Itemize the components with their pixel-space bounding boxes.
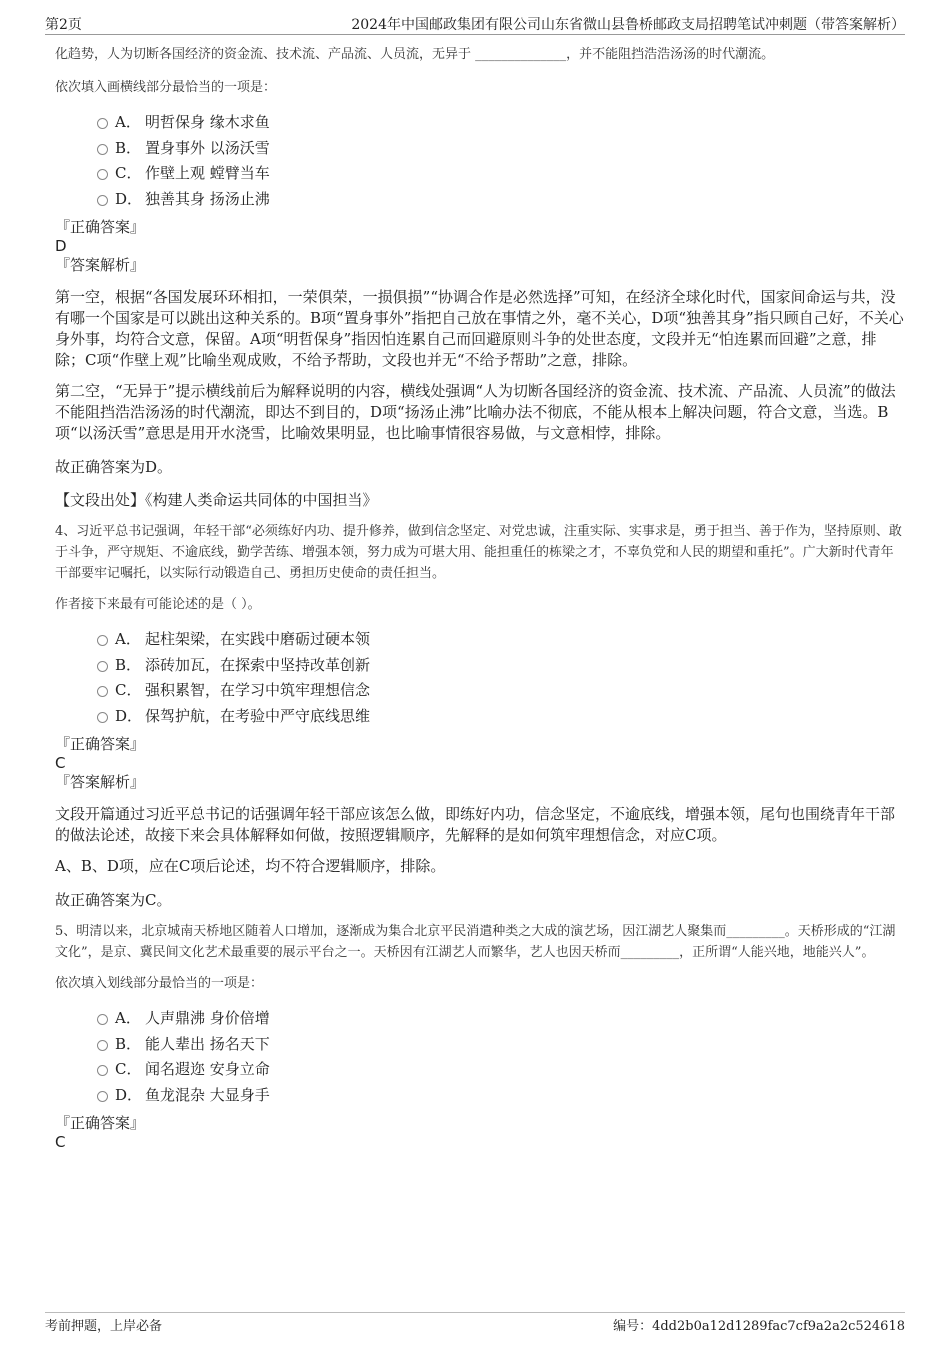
q5-answer-label: 『正确答案』 (55, 1114, 146, 1132)
q3-option-c[interactable]: C． 作壁上观 螳臂当车 (55, 161, 905, 187)
q5-stem: 5、明清以来，北京城南天桥地区随着人口增加，逐渐成为集合北京平民消遣种类之大成的演艺场，因江湖艺人聚集而_________。天桥形成的“江湖文化”，是京、冀民间文化艺术最重要的展示平台之一。天桥因有江湖艺人而繁华，艺人也因天桥而_________，正所谓“人能兴地，地能兴人”。 (55, 924, 896, 960)
radio-icon[interactable] (97, 635, 108, 646)
page-footer (45, 1312, 905, 1334)
q3-answer-label: 『正确答案』 (55, 218, 146, 236)
q4-analysis-p1: 文段开篇通过习近平总书记的话强调年轻干部应该怎么做，即练好内功，信念坚定，不逾底线，增强本领，尾句也围绕青年干部的做法论述，故接下来会具体解释如何做，按照逻辑顺序，先解释的是如何筑牢理想信念，对应C项。 (55, 805, 896, 844)
q5-option-a[interactable]: A． 人声鼎沸 身价倍增 (55, 1006, 905, 1032)
radio-icon[interactable] (97, 1091, 108, 1102)
q3-stem-continuation: 化趋势，人为切断各国经济的资金流、技术流、产品流、人员流，无异于 ______________，并不能阻挡浩浩汤汤的时代潮流。 (55, 47, 775, 62)
q5-option-d[interactable]: D． 鱼龙混杂 大显身手 (55, 1083, 905, 1109)
q4-option-d[interactable]: D． 保驾护航，在考验中严守底线思维 (55, 704, 905, 730)
q5-options (55, 1006, 905, 1108)
q3-analysis-p1: 第一空，根据“各国发展环环相扣，一荣俱荣，一损俱损”“协调合作是必然选择”可知，在经济全球化时代，国家间命运与共，没有哪一个国家是可以跳出这种关系的。B项“置身事外”指把自己放在事情之外，毫不关心，D项“独善其身”指只顾自己好，不关心身外事，均符合文意，保留。A项“明哲保身”指因怕连累自己而回避原则斗争的处世态度，文段并无“怕连累而回避”之意，排除；C项“作壁上观”比喻坐观成败，不给予帮助，文段也并无“不给予帮助”之意，排除。 (55, 288, 904, 369)
q3-answer: D (55, 237, 67, 255)
q4-analysis-label: 『答案解析』 (55, 773, 146, 791)
q3-source: 【文段出处】《构建人类命运共同体的中国担当》 (55, 491, 378, 509)
footer-slogan: 考前押题，上岸必备 (45, 1319, 163, 1334)
q3-option-a[interactable]: A． 明哲保身 缘木求鱼 (55, 110, 905, 136)
q4-answer: C (55, 754, 66, 772)
q3-analysis-label: 『答案解析』 (55, 256, 146, 274)
q4-prompt: 作者接下来最有可能论述的是（ ）。 (55, 597, 261, 612)
q4-option-c[interactable]: C． 强积累智，在学习中筑牢理想信念 (55, 678, 905, 704)
q5-option-b[interactable]: B． 能人辈出 扬名天下 (55, 1032, 905, 1058)
radio-icon[interactable] (97, 118, 108, 129)
q5-option-c[interactable]: C． 闻名遐迩 安身立命 (55, 1057, 905, 1083)
footer-serial: 编号：4dd2b0a12d1289fac7cf9a2a2c524618 (613, 1319, 905, 1334)
q5-prompt: 依次填入划线部分最恰当的一项是： (55, 976, 264, 991)
radio-icon[interactable] (97, 1014, 108, 1025)
radio-icon[interactable] (97, 169, 108, 180)
document-title: 2024年中国邮政集团有限公司山东省微山县鲁桥邮政支局招聘笔试冲刺题（带答案解析） (351, 17, 905, 33)
q3-option-b[interactable]: B． 置身事外 以汤沃雪 (55, 136, 905, 162)
radio-icon[interactable] (97, 686, 108, 697)
radio-icon[interactable] (97, 1065, 108, 1076)
page-content (55, 44, 905, 1152)
q4-analysis-conclusion: 故正确答案为C。 (55, 891, 172, 909)
q4-answer-label: 『正确答案』 (55, 735, 146, 753)
q3-options (55, 110, 905, 212)
q3-prompt: 依次填入画横线部分最恰当的一项是： (55, 80, 277, 95)
q3-analysis-p2: 第二空，“无异于”提示横线前后为解释说明的内容，横线处强调“人为切断各国经济的资金流、技术流、产品流、人员流”的做法不能阻挡浩浩汤汤的时代潮流，即达不到目的，D项“扬汤止沸”比喻办法不彻底，不能从根本上解决问题，符合文意，当选。B项“以汤沃雪”意思是用开水浇雪，比喻效果明显，也比喻事情很容易做，与文意相悖，排除。 (55, 382, 896, 442)
q3-option-d[interactable]: D． 独善其身 扬汤止沸 (55, 187, 905, 213)
page-number: 第2页 (45, 17, 82, 33)
q3-analysis-conclusion: 故正确答案为D。 (55, 458, 173, 476)
radio-icon[interactable] (97, 661, 108, 672)
radio-icon[interactable] (97, 144, 108, 155)
radio-icon[interactable] (97, 195, 108, 206)
page-header (45, 12, 905, 35)
radio-icon[interactable] (97, 1040, 108, 1051)
radio-icon[interactable] (97, 712, 108, 723)
q4-analysis-p2: A、B、D项，应在C项后论述，均不符合逻辑顺序，排除。 (55, 857, 446, 875)
q4-stem: 4、习近平总书记强调，年轻干部“必须练好内功、提升修养，做到信念坚定、对党忠诚，注重实际、实事求是，勇于担当、善于作为，坚持原则、敢于斗争，严守规矩、不逾底线，勤学苦练、增强本领，努力成为可堪大用、能担重任的栋梁之才，不辜负党和人民的期望和重托”。广大新时代青年干部要牢记嘱托，以实际行动锻造自己、勇担历史使命的责任担当。 (55, 524, 902, 581)
q5-answer: C (55, 1133, 66, 1151)
q4-option-b[interactable]: B． 添砖加瓦，在探索中坚持改革创新 (55, 653, 905, 679)
q4-options (55, 627, 905, 729)
q4-option-a[interactable]: A． 起柱架梁，在实践中磨砺过硬本领 (55, 627, 905, 653)
